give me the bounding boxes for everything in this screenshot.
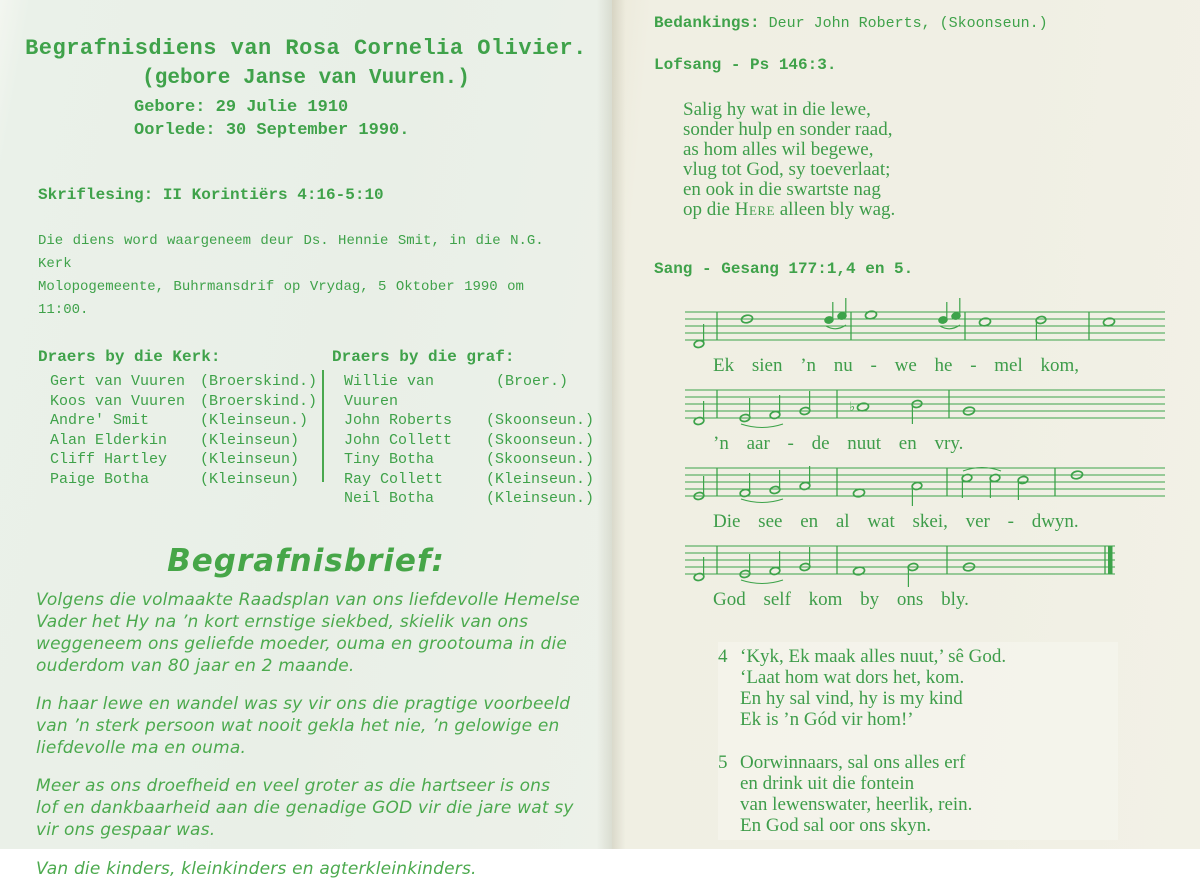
letter-line: Volgens die volmaakte Raadsplan van ons liefdevolle Hemelse [36, 589, 580, 610]
bearer-name: Paige Botha [50, 470, 150, 488]
staff-lyrics: Die see en al wat skei, ver - dwyn. [713, 511, 1079, 532]
bearer-relation: (Broerskind.) [200, 392, 318, 410]
bearer-name: Tiny Botha [344, 451, 435, 468]
service-note-line: Die diens word waargeneem deur Ds. Hennie Smit, in die N.G. Kerk [38, 233, 544, 272]
verse-line: ‘Kyk, Ek maak alles nuut,’ sê God. [740, 646, 1007, 667]
staff-lyrics: Ek sien ’n nu - we he - mel kom, [713, 355, 1080, 376]
bearer-relation: (Kleinseun) [200, 470, 300, 488]
letter-line: Van die kinders, kleinkinders en agterkleinkinders. [36, 858, 477, 879]
bearer-name: Gert van Vuuren [50, 373, 186, 390]
bearer-name: Andre' Smit [50, 412, 150, 429]
thanks-text: Deur John Roberts, (Skoonseun.) [759, 15, 1048, 32]
bearer-row [38, 392, 322, 412]
bearer-name: Neil Botha [344, 490, 435, 507]
verse-line: ‘Laat hom wat dors het, kom. [740, 667, 965, 688]
svg-text:♭: ♭ [849, 399, 856, 414]
hymn-verses [718, 642, 1118, 840]
bearer-row [38, 411, 322, 431]
funeral-title: Begrafnisdiens van Rosa Cornelia Olivier. [25, 36, 587, 61]
dates-block [134, 96, 612, 142]
letter-line: In haar lewe en wandel was sy vir ons die pragtige voorbeeld [36, 693, 571, 714]
letter-line: lof en dankbaarheid aan die genadige GOD vir die jare wat sy [36, 797, 574, 818]
bearer-row [38, 470, 322, 490]
verse-line: van lewenswater, heerlik, rein. [740, 794, 973, 815]
death-date-line: Oorlede: 30 September 1990. [134, 121, 410, 140]
bearer-relation: (Skoonseun.) [485, 451, 594, 468]
service-note [38, 230, 578, 322]
bearer-row [332, 470, 594, 490]
bearer-relation: (Kleinseun) [200, 431, 300, 449]
letter-paragraph [36, 693, 592, 759]
bearer-row [38, 431, 322, 451]
bearer-relation: (Broerskind.) [200, 373, 318, 390]
scripture-line: Skriflesing: II Korintiërs 4:16-5:10 [38, 186, 384, 204]
birth-date-line: Gebore: 29 Julie 1910 [134, 98, 349, 117]
bearer-relation: (Skoonseun.) [485, 431, 594, 449]
letter-paragraph [36, 589, 592, 677]
verse-5 [718, 752, 1118, 836]
bearer-name: Willie van Vuuren [344, 373, 435, 410]
bearer-row [38, 372, 322, 392]
bearer-relation: (Skoonseun.) [485, 412, 594, 429]
letter-heading: Begrafnisbrief: [167, 542, 445, 579]
verse-4 [718, 646, 1118, 730]
bearer-name: Ray Collett [344, 470, 444, 488]
sang-heading: Sang - Gesang 177:1,4 en 5. [654, 260, 914, 278]
bearer-row [332, 372, 594, 411]
letter-line: Meer as ons droefheid en veel groter as die hartseer is ons [36, 775, 551, 796]
praise-line: vlug tot God, sy toeverlaat; [683, 159, 891, 180]
praise-verse [683, 100, 1200, 220]
bearer-relation: (Broer.) [496, 373, 569, 390]
bearers-section [38, 348, 594, 509]
music-staff [685, 306, 1167, 354]
verse-line: Ek is ’n Gód vir hom!’ [740, 709, 914, 730]
staff-lyrics: ’n aar - de nuut en vry. [713, 433, 964, 454]
bearers-grave-column [332, 348, 594, 509]
bearers-church-column [38, 348, 322, 509]
music-staff [685, 540, 1167, 588]
letter-line: vir ons gespaar was. [36, 819, 216, 840]
funeral-letter-section [0, 543, 612, 880]
letter-line: weggeneem ons geliefde moeder, ouma en grootouma in die [36, 633, 568, 654]
page-right [612, 0, 1200, 849]
title-block [0, 0, 612, 142]
verse-line: En hy sal vind, hy is my kind [740, 688, 963, 709]
music-staff [685, 462, 1167, 510]
bearer-name: Alan Elderkin [50, 431, 168, 449]
music-staff [685, 384, 1167, 432]
letter-line: ouderdom van 80 jaar en 2 maande. [36, 655, 355, 676]
thanks-line [654, 14, 1200, 32]
bearer-row [332, 411, 594, 431]
bearer-relation: (Kleinseun.) [200, 412, 309, 429]
bearer-row [332, 489, 594, 509]
verse-number: 5 [718, 752, 728, 773]
bearer-name: Koos van Vuuren [50, 392, 186, 410]
bearer-name: John Collett [344, 431, 453, 449]
letter-line: van ’n sterk persoon wat nooit gekla het nie, ’n gelowige en [36, 715, 560, 736]
staff-lyrics: God self kom by ons bly. [713, 589, 969, 610]
bearer-relation: (Kleinseun.) [485, 470, 594, 488]
verse-number: 4 [718, 646, 728, 667]
letter-line: Vader het Hy na ’n kort ernstige siekbed, skielik van ons [36, 611, 529, 632]
verse-lines [740, 646, 1006, 730]
letter-paragraph [36, 775, 592, 841]
column-divider [322, 370, 324, 482]
bearer-row [38, 450, 322, 470]
verse-line: En God sal oor ons skyn. [740, 815, 932, 836]
bearer-relation: (Kleinseun.) [485, 490, 594, 507]
service-note-line: Molopogemeente, Buhrmansdrif op Vrydag, 5 Oktober 1990 om 11:00. [38, 279, 524, 318]
verse-line: Oorwinnaars, sal ons alles erf [740, 752, 966, 773]
thanks-label: Bedankings: [654, 14, 760, 32]
letter-closing [36, 858, 592, 880]
bearers-church-heading: Draers by die Kerk: [38, 348, 221, 366]
praise-line: as hom alles wil begewe, [683, 139, 874, 160]
lord-smallcaps: Here [734, 199, 775, 220]
bearer-relation: (Kleinseun) [200, 451, 300, 468]
bearer-name: John Roberts [344, 412, 453, 429]
praise-line-fragment: op die [683, 199, 735, 220]
praise-line: en ook in die swartste nag [683, 179, 881, 200]
bearer-row [332, 450, 594, 470]
letter-line: liefdevolle ma en ouma. [36, 737, 247, 758]
praise-line: Salig hy wat in die lewe, [683, 99, 871, 120]
bearer-row [332, 431, 594, 451]
right-page-content [612, 0, 1200, 840]
praise-heading: Lofsang - Ps 146:3. [654, 56, 837, 74]
music-score [685, 306, 1167, 612]
praise-line-fragment: alleen bly wag. [775, 199, 896, 220]
praise-line: sonder hulp en sonder raad, [683, 119, 893, 140]
praise-line [683, 200, 1200, 220]
funeral-subtitle: (gebore Janse van Vuuren.) [142, 67, 470, 90]
verse-line: en drink uit die fontein [740, 773, 915, 794]
bearer-name: Cliff Hartley [50, 451, 168, 468]
verse-lines [740, 752, 972, 836]
bearers-grave-heading: Draers by die graf: [332, 348, 515, 366]
